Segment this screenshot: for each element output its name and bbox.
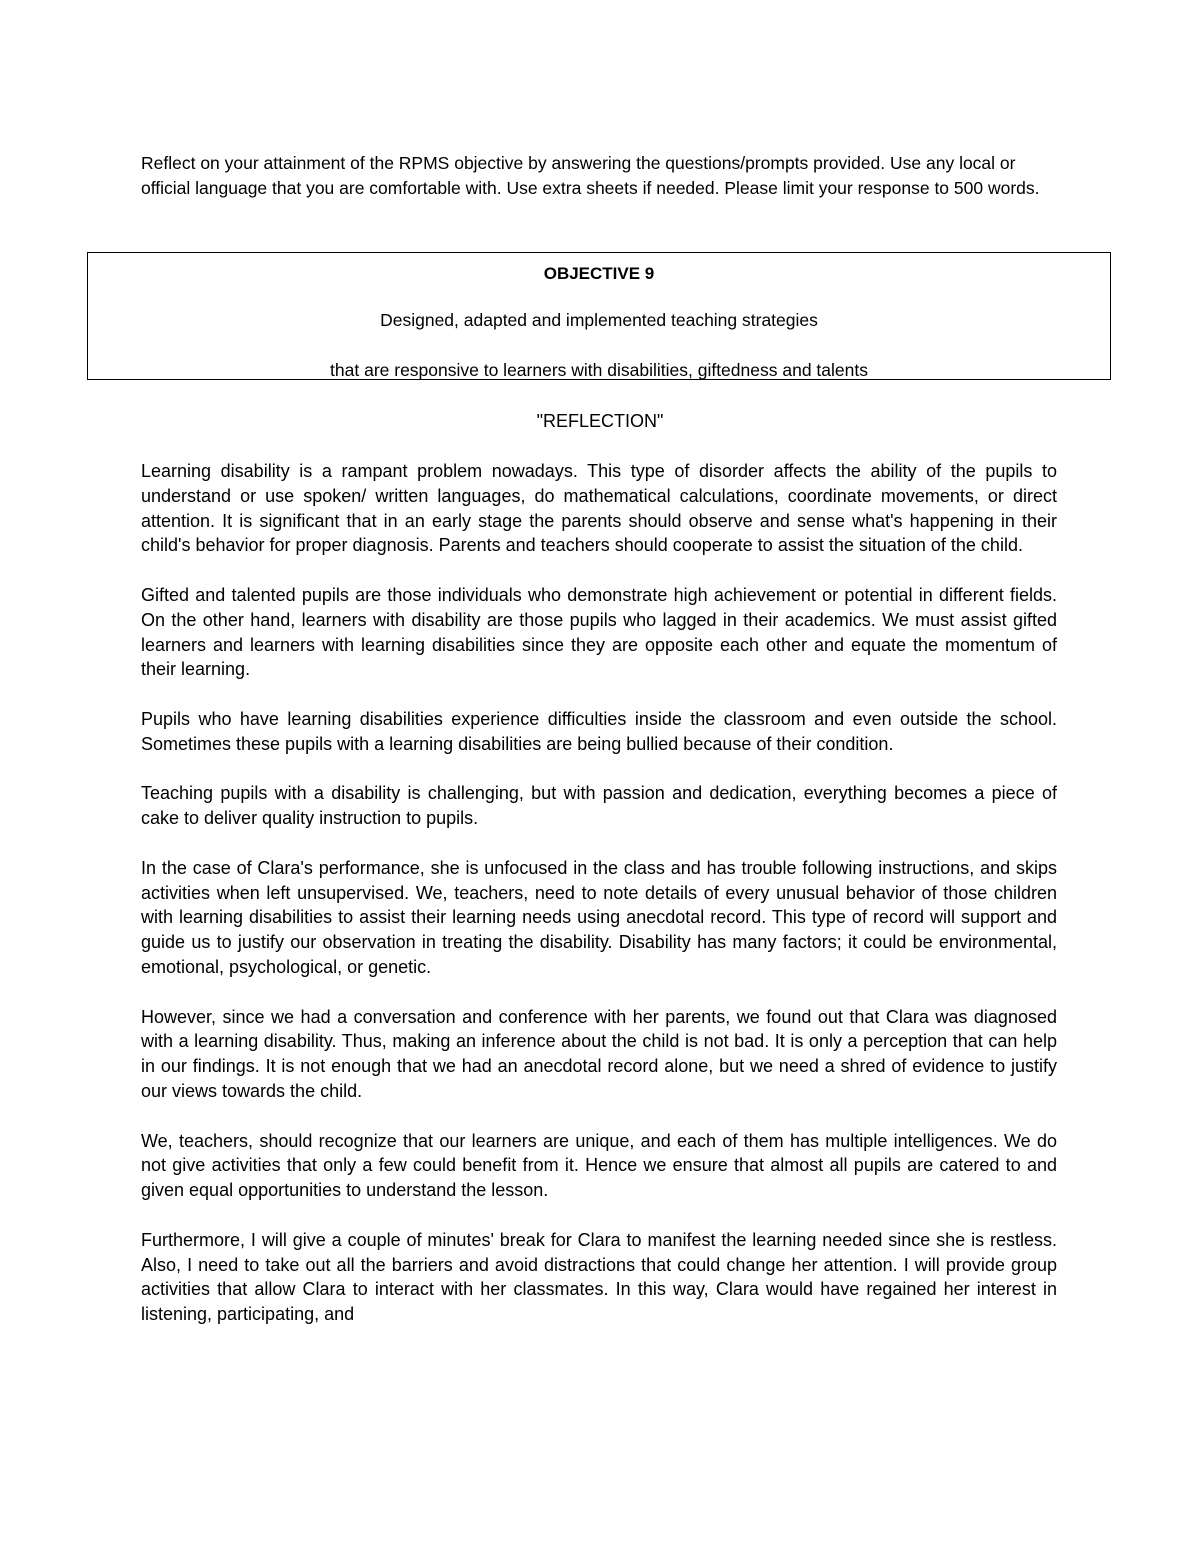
reflection-paragraph: However, since we had a conversation and conference with her parents, we found out that Clara was diagnosed with a learning disability. Thus, making an inference about the child is not bad. It is only a perception that can help in our findings. It is not enough that we had an anecdotal record alone, but we need a shred of evidence to justify our views towards the child. [141,1006,1057,1101]
reflection-paragraph: We, teachers, should recognize that our learners are unique, and each of them has multiple intelligences. We do not give activities that only a few could benefit from it. Hence we ensure that almost all pupils are catered to and given equal opportunities to understand the lesson. [141,1130,1057,1201]
objective-box [87,252,1111,380]
reflection-paragraph: Learning disability is a rampant problem nowadays. This type of disorder affects the ability of the pupils to understand or use spoken/ written languages, do mathematical calculations, coordinate movements, or direct attention. It is significant that in an early stage the parents should observe and sense what's happening in their child's behavior for proper diagnosis. Parents and teachers should cooperate to assist the situation of the child. [141,461,1057,556]
reflection-paragraph: Pupils who have learning disabilities experience difficulties inside the classroom and even outside the school. Sometimes these pupils with a learning disabilities are being bullied because of their condition. [141,708,1057,754]
reflection-body [141,459,1057,1352]
reflection-paragraph: Gifted and talented pupils are those individuals who demonstrate high achievement or potential in different fields. On the other hand, learners with disability are those pupils who lagged in their academics. We must assist gifted learners and learners with learning disabilities since they are opposite each other and equate the momentum of their learning. [141,584,1057,680]
instructions-text: Reflect on your attainment of the RPMS objective by answering the questions/prompts provided. Use any local or official language that you are comfortable with. Use extra sheets if needed. Please limit your response to 500 words. [141,153,1040,198]
objective-description-line-2: that are responsive to learners with disabilities, giftedness and talents [330,360,868,380]
objective-description-line-1: Designed, adapted and implemented teaching strategies [380,310,818,330]
reflection-paragraph: In the case of Clara's performance, she is unfocused in the class and has trouble following instructions, and skips activities when left unsupervised. We, teachers, need to note details of every unusual behavior of those children with learning disabilities to assist their learning needs using anecdotal record. This type of record will support and guide us to justify our observation in treating the disability. Disability has many factors; it could be environmental, emotional, psychological, or genetic. [141,857,1057,977]
reflection-paragraph: Furthermore, I will give a couple of minutes' break for Clara to manifest the learning needed since she is restless. Also, I need to take out all the barriers and avoid distractions that could change her attention. I will provide group activities that allow Clara to interact with her classmates. In this way, Clara would have regained her interest in listening, participating, and [141,1229,1057,1325]
objective-title: OBJECTIVE 9 [543,264,655,283]
reflection-paragraph: Teaching pupils with a disability is challenging, but with passion and dedication, everything becomes a piece of cake to deliver quality instruction to pupils. [141,783,1057,829]
reflection-heading: "REFLECTION" [536,411,664,431]
